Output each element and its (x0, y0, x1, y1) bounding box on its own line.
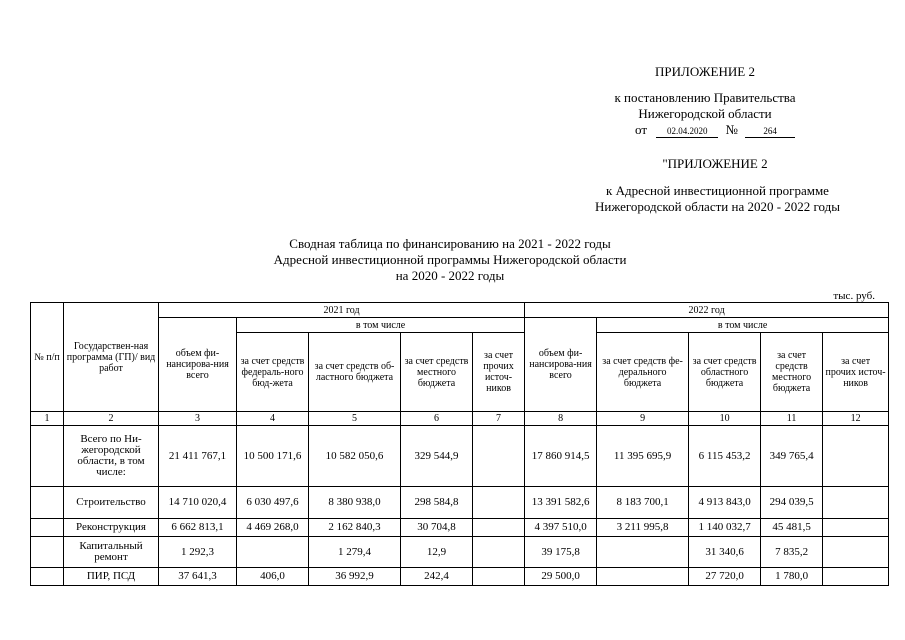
table-row-total (31, 426, 889, 487)
cell-value: 36 992,9 (309, 568, 401, 586)
col-number: 6 (401, 412, 473, 426)
col-program-header: Государствен-ная программа (ГП)/ вид работ (64, 303, 159, 412)
col-regional-2021: за счет средств об-ластного бюджета (309, 333, 401, 412)
cell-value: 10 500 171,6 (237, 426, 309, 487)
cell-value: 17 860 914,5 (525, 426, 597, 487)
date-value: 02.04.2020 (656, 126, 718, 138)
cell-value (597, 568, 689, 586)
row-num (31, 426, 64, 487)
cell-value: 1 292,3 (159, 537, 237, 568)
cell-value (823, 537, 889, 568)
col-other-2022: за счет прочих источ-ников (823, 333, 889, 412)
table-row-design-survey (31, 568, 889, 586)
cell-value (473, 537, 525, 568)
decree-reference: к постановлению Правительства (614, 90, 796, 105)
cell-value: 2 162 840,3 (309, 519, 401, 537)
col-total-2021: объем фи-нансирова-ния всего (159, 318, 237, 412)
unit-label: тыс. руб. (833, 290, 875, 302)
cell-value: 10 582 050,6 (309, 426, 401, 487)
row-name: Всего по Ни-жегородской области, в том числе: (64, 426, 159, 487)
col-other-2021: за счет прочих источ-ников (473, 333, 525, 412)
col-local-2022: за счет средств местного бюджета (761, 333, 823, 412)
cell-value: 12,9 (401, 537, 473, 568)
header-row-including (31, 318, 889, 333)
col-number: 7 (473, 412, 525, 426)
cell-value: 21 411 767,1 (159, 426, 237, 487)
row-name: Реконструкция (64, 519, 159, 537)
cell-value: 1 140 032,7 (689, 519, 761, 537)
col-number: 2 (64, 412, 159, 426)
financing-table (30, 302, 889, 586)
cell-value (597, 537, 689, 568)
col-number: 3 (159, 412, 237, 426)
cell-value (473, 426, 525, 487)
cell-value (473, 568, 525, 586)
col-number: 12 (823, 412, 889, 426)
decree-region: Нижегородской области (638, 106, 772, 121)
col-num-header: № п/п (31, 303, 64, 412)
cell-value: 13 391 582,6 (525, 487, 597, 519)
date-prefix: от (635, 122, 648, 137)
col-local-2021: за счет средств местного бюджета (401, 333, 473, 412)
cell-value: 4 913 843,0 (689, 487, 761, 519)
cell-value: 14 710 020,4 (159, 487, 237, 519)
cell-value: 298 584,8 (401, 487, 473, 519)
including-2022: в том числе (597, 318, 889, 333)
cell-value: 29 500,0 (525, 568, 597, 586)
cell-value: 31 340,6 (689, 537, 761, 568)
cell-value (473, 519, 525, 537)
cell-value: 294 039,5 (761, 487, 823, 519)
col-total-2022: объем фи-нансирова-ния всего (525, 318, 597, 412)
cell-value: 8 183 700,1 (597, 487, 689, 519)
row-name: Строительство (64, 487, 159, 519)
cell-value: 1 279,4 (309, 537, 401, 568)
cell-value: 349 765,4 (761, 426, 823, 487)
cell-value: 39 175,8 (525, 537, 597, 568)
row-num (31, 487, 64, 519)
cell-value: 6 662 813,1 (159, 519, 237, 537)
cell-value: 27 720,0 (689, 568, 761, 586)
col-number: 1 (31, 412, 64, 426)
col-regional-2022: за счет средств областного бюджета (689, 333, 761, 412)
cell-value: 30 704,8 (401, 519, 473, 537)
cell-value (823, 519, 889, 537)
number-sign: № (725, 122, 738, 137)
cell-value: 11 395 695,9 (597, 426, 689, 487)
row-num (31, 537, 64, 568)
col-number: 10 (689, 412, 761, 426)
cell-value: 1 780,0 (761, 568, 823, 586)
cell-value: 37 641,3 (159, 568, 237, 586)
table-title-line3: на 2020 - 2022 годы (395, 268, 505, 283)
cell-value: 406,0 (237, 568, 309, 586)
program-period: Нижегородской области на 2020 - 2022 годы (594, 199, 841, 214)
cell-value: 3 211 995,8 (597, 519, 689, 537)
row-name: Капитальный ремонт (64, 537, 159, 568)
col-federal-2022: за счет средств фе-дерального бюджета (597, 333, 689, 412)
including-2021: в том числе (237, 318, 525, 333)
cell-value: 242,4 (401, 568, 473, 586)
cell-value: 4 397 510,0 (525, 519, 597, 537)
appendix-title-2: "ПРИЛОЖЕНИЕ 2 (662, 156, 768, 171)
col-year-2021: 2021 год (159, 303, 525, 318)
table-row-capital-repair (31, 537, 889, 568)
cell-value (237, 537, 309, 568)
cell-value: 8 380 938,0 (309, 487, 401, 519)
col-number: 5 (309, 412, 401, 426)
row-num (31, 568, 64, 586)
appendix-title: ПРИЛОЖЕНИЕ 2 (655, 64, 755, 79)
cell-value (823, 487, 889, 519)
cell-value (823, 568, 889, 586)
row-name: ПИР, ПСД (64, 568, 159, 586)
number-value: 264 (745, 126, 795, 138)
table-title-line1: Сводная таблица по финансированию на 2021 - 2022 годы (289, 236, 611, 251)
cell-value: 7 835,2 (761, 537, 823, 568)
row-num (31, 519, 64, 537)
col-number: 8 (525, 412, 597, 426)
cell-value: 45 481,5 (761, 519, 823, 537)
decree-date-line (635, 122, 795, 138)
table-row-construction (31, 487, 889, 519)
column-numbers-row (31, 412, 889, 426)
cell-value: 4 469 268,0 (237, 519, 309, 537)
col-federal-2021: за счет средств федераль-ного бюд-жета (237, 333, 309, 412)
table-title-line2: Адресной инвестиционной программы Нижегородской области (273, 252, 627, 267)
cell-value: 329 544,9 (401, 426, 473, 487)
cell-value: 6 030 497,6 (237, 487, 309, 519)
cell-value (823, 426, 889, 487)
col-number: 4 (237, 412, 309, 426)
cell-value (473, 487, 525, 519)
table-row-reconstruction (31, 519, 889, 537)
col-year-2022: 2022 год (525, 303, 889, 318)
col-number: 11 (761, 412, 823, 426)
col-number: 9 (597, 412, 689, 426)
header-row-years (31, 303, 889, 318)
cell-value: 6 115 453,2 (689, 426, 761, 487)
program-reference: к Адресной инвестиционной программе (606, 183, 829, 198)
